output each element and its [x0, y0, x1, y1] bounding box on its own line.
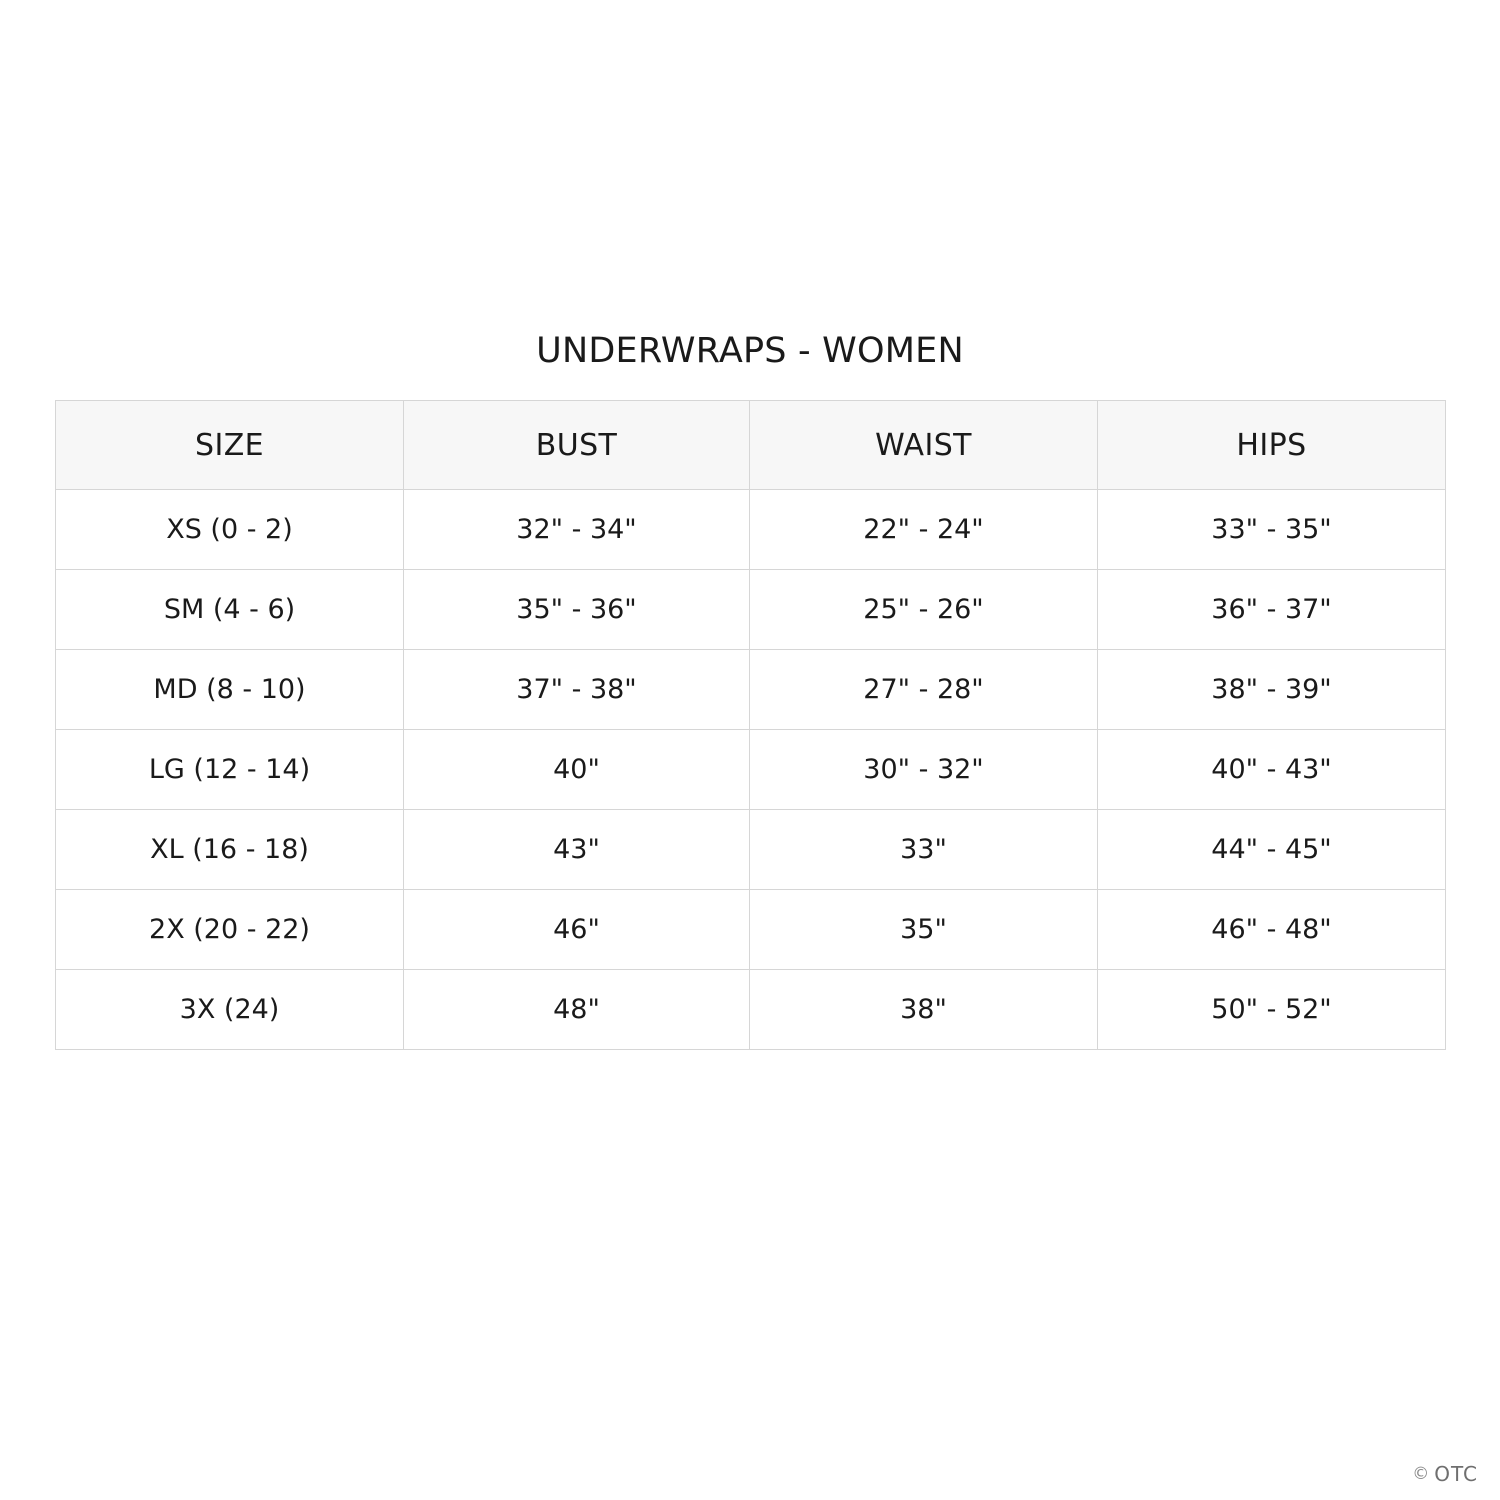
size-chart-table-container [55, 400, 1445, 1050]
cell-waist: 35" [750, 890, 1098, 970]
page-title: UNDERWRAPS - WOMEN [536, 331, 964, 371]
cell-bust: 35" - 36" [404, 570, 750, 650]
cell-size: 3X (24) [56, 970, 404, 1050]
table-row [56, 970, 1446, 1050]
watermark [1412, 1462, 1478, 1486]
table-row [56, 890, 1446, 970]
column-header-hips: HIPS [1098, 401, 1446, 490]
cell-size: XL (16 - 18) [56, 810, 404, 890]
cell-waist: 33" [750, 810, 1098, 890]
column-header-size: SIZE [56, 401, 404, 490]
cell-size: XS (0 - 2) [56, 490, 404, 570]
table-row [56, 570, 1446, 650]
cell-hips: 36" - 37" [1098, 570, 1446, 650]
cell-hips: 33" - 35" [1098, 490, 1446, 570]
table-row [56, 490, 1446, 570]
copyright-icon: © [1412, 1464, 1431, 1484]
cell-size: LG (12 - 14) [56, 730, 404, 810]
table-header [56, 401, 1446, 490]
cell-hips: 40" - 43" [1098, 730, 1446, 810]
table-header-row [56, 401, 1446, 490]
cell-size: 2X (20 - 22) [56, 890, 404, 970]
cell-waist: 22" - 24" [750, 490, 1098, 570]
column-header-bust: BUST [404, 401, 750, 490]
cell-waist: 27" - 28" [750, 650, 1098, 730]
cell-waist: 38" [750, 970, 1098, 1050]
cell-hips: 38" - 39" [1098, 650, 1446, 730]
cell-bust: 43" [404, 810, 750, 890]
cell-bust: 46" [404, 890, 750, 970]
cell-bust: 40" [404, 730, 750, 810]
cell-size: SM (4 - 6) [56, 570, 404, 650]
watermark-brand: OTC [1434, 1462, 1478, 1486]
table-body [56, 490, 1446, 1050]
column-header-waist: WAIST [750, 401, 1098, 490]
table-row [56, 730, 1446, 810]
size-chart-table [55, 400, 1446, 1050]
table-row [56, 810, 1446, 890]
cell-bust: 48" [404, 970, 750, 1050]
cell-bust: 32" - 34" [404, 490, 750, 570]
cell-hips: 46" - 48" [1098, 890, 1446, 970]
cell-waist: 25" - 26" [750, 570, 1098, 650]
cell-bust: 37" - 38" [404, 650, 750, 730]
cell-hips: 50" - 52" [1098, 970, 1446, 1050]
cell-size: MD (8 - 10) [56, 650, 404, 730]
cell-hips: 44" - 45" [1098, 810, 1446, 890]
table-row [56, 650, 1446, 730]
cell-waist: 30" - 32" [750, 730, 1098, 810]
